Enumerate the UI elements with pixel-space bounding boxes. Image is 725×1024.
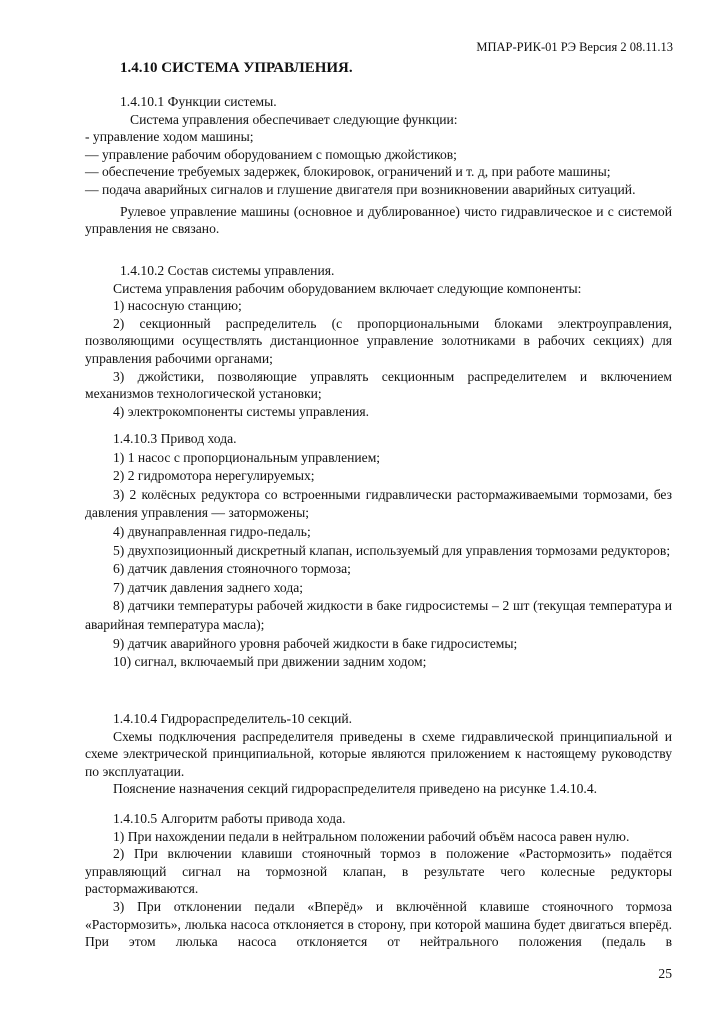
list-item: — обеспечение требуемых задержек, блокировок, ограничений и т. д, при работе машины; [85, 164, 611, 180]
subsection-heading: 1.4.10.4 Гидрораспределитель-10 секций. [113, 711, 353, 726]
subsection-heading: 1.4.10.1 Функции системы. [120, 94, 277, 109]
paragraph: Система управления рабочим оборудованием включает следующие компоненты: [113, 280, 582, 296]
section-composition [85, 262, 672, 420]
list-item: 2) 2 гидромотора нерегулируемых; [113, 468, 315, 484]
list-item: 3) джойстики, позволяющие управлять секционным распределителем и включением механизмов технологической установки; [85, 368, 672, 402]
list-item: 5) двухпозиционный дискретный клапан, используемый для управления тормозами редукторов; [113, 542, 671, 558]
section-title: 1.4.10 СИСТЕМА УПРАВЛЕНИЯ. [120, 60, 353, 76]
list-item: 3) При отклонении педали «Вперёд» и включённой клавише стояночного тормоза «Растормозить», люлька насоса отклоняется в сторону, при которой машина будет двигаться вперёд. При этом люлька насоса отклоняется от нейтрального положения (педаль в [85, 898, 672, 950]
list-item: 9) датчик аварийного уровня рабочей жидкости в баке гидросистемы; [113, 635, 518, 651]
paragraph: Система управления обеспечивает следующие функции: [130, 111, 458, 127]
list-item: 2) секционный распределитель (с пропорциональными блоками электроуправления, позволяющими осуществлять дистанционное управление золотниками в рабочих секциях) для управления рабочими органами; [85, 315, 672, 366]
paragraph: Схемы подключения распределителя приведены в схеме гидравлической принципиальной и схеме электрической принципиальной, которые являются приложением к настоящему руководству по эксплуатации. [85, 728, 672, 779]
list-item: - управление ходом машины; [85, 129, 254, 145]
subsection-heading: 1.4.10.3 Привод хода. [113, 431, 237, 446]
list-item: 4) двунаправленная гидро-педаль; [113, 523, 311, 539]
section-algorithm [85, 810, 672, 951]
list-item: 8) датчики температуры рабочей жидкости в баке гидросистемы – 2 шт (текущая температура и аварийная температура масла); [85, 598, 672, 632]
list-item: 1) насосную станцию; [113, 298, 242, 314]
list-item: — подача аварийных сигналов и глушение двигателя при возникновении аварийных ситуаций. [85, 181, 636, 197]
list-item: 7) датчик давления заднего хода; [113, 579, 304, 595]
list-item: 2) При включении клавиши стояночный тормоз в положение «Растормозить» подаётся управляющий сигнал на тормозной клапан, в результате чего колесные редукторы растормаживаются. [85, 846, 672, 897]
list-item: 3) 2 колёсных редуктора со встроенными гидравлически растормаживаемыми тормозами, без давления управления — заторможены; [85, 486, 672, 521]
subsection-heading: 1.4.10.5 Алгоритм работы привода хода. [113, 811, 346, 826]
list-item: 10) сигнал, включаемый при движении задним ходом; [113, 654, 427, 670]
list-item: 1) 1 насос с пропорциональным управлением; [113, 449, 381, 465]
page-number: 25 [658, 966, 672, 981]
document-code-header: МПАР-РИК-01 РЭ Версия 2 08.11.13 [476, 40, 673, 54]
subsection-heading: 1.4.10.2 Состав системы управления. [120, 263, 335, 278]
paragraph: Пояснение назначения секций гидрораспределителя приведено на рисунке 1.4.10.4. [113, 781, 598, 797]
list-item: 1) При нахождении педали в нейтральном положении рабочий объём насоса равен нулю. [113, 828, 630, 844]
section-travel-drive [85, 430, 672, 672]
section-functions [85, 93, 672, 238]
list-item: — управление рабочим оборудованием с помощью джойстиков; [85, 146, 457, 162]
section-hydraulic-distributor [85, 710, 672, 798]
list-item: 4) электрокомпоненты системы управления. [113, 403, 370, 419]
list-item: 6) датчик давления стояночного тормоза; [113, 561, 351, 577]
paragraph: Рулевое управление машины (основное и дублированное) чисто гидравлическое и с системой управления не связано. [85, 203, 672, 237]
